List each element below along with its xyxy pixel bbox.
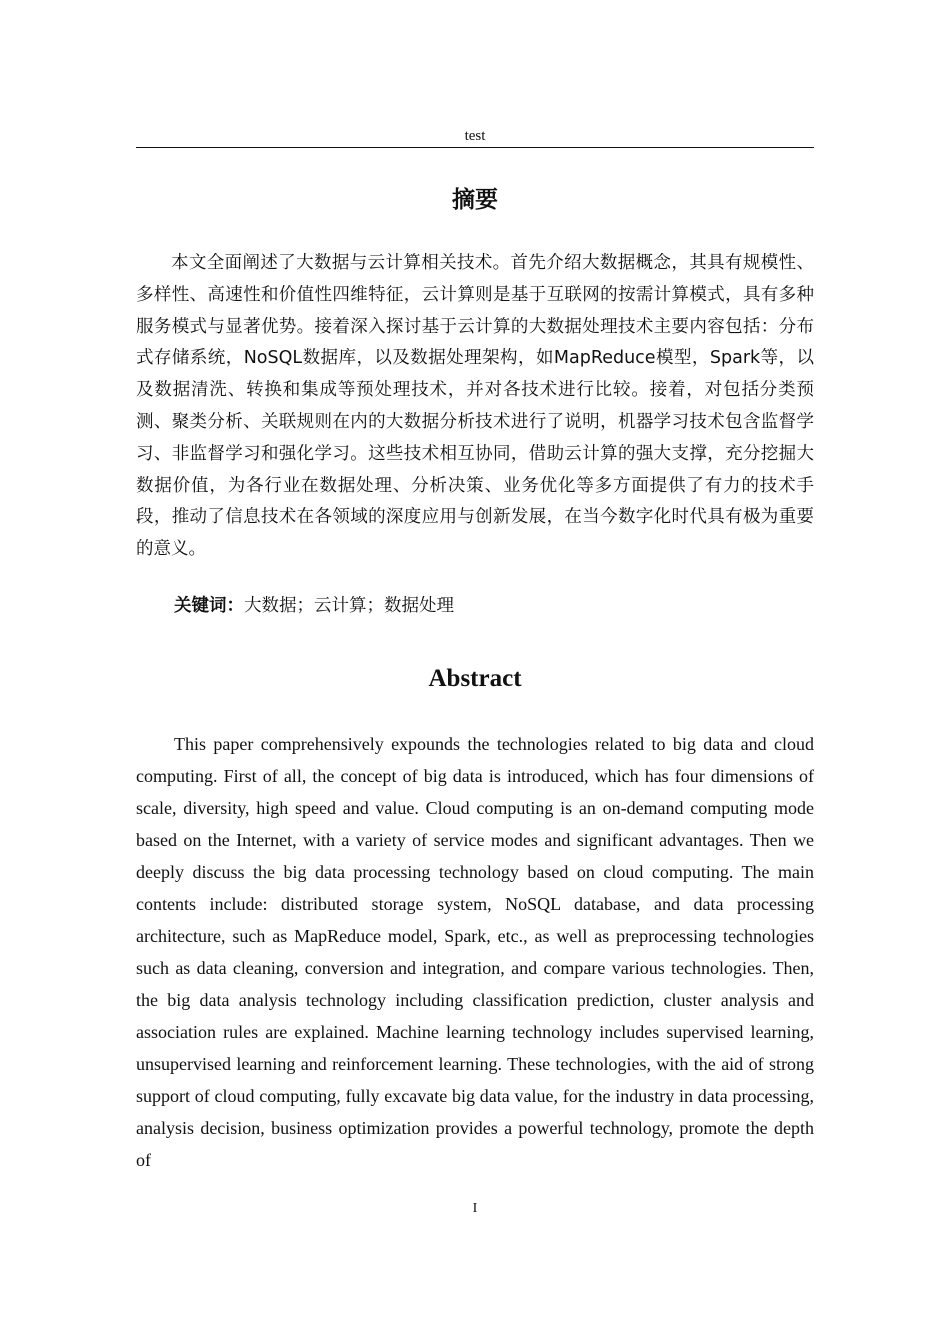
keywords-value: 大数据；云计算；数据处理 <box>244 596 454 616</box>
english-abstract-body: This paper comprehensively expounds the technologies related to big data and cloud computing. First of all, the concept of big data is introduced, which has four dimensions of scale, diversity, high speed and value. Cloud computing is an on-demand computing mode based on the Internet, with a variety of service modes and significant advantages. Then we deeply discuss the big data processing technology based on cloud computing. The main contents include: distributed storage system, NoSQL database, and data processing architecture, such as MapReduce model, Spark, etc., as well as preprocessing technologies such as data cleaning, conversion and integration, and compare various technologies. Then, the big data analysis technology including classification prediction, cluster analysis and association rules are explained. Machine learning technology includes supervised learning, unsupervised learning and reinforcement learning. These technologies, with the aid of strong support of cloud computing, fully excavate big data value, for the industry in data processing, analysis decision, business optimization provides a powerful technology, promote the depth of <box>136 734 814 1170</box>
keywords-label: 关键词： <box>174 596 244 616</box>
page-number: I <box>472 1201 478 1216</box>
chinese-abstract-body: 本文全面阐述了大数据与云计算相关技术。首先介绍大数据概念，其具有规模性、多样性、高速性和价值性四维特征，云计算则是基于互联网的按需计算模式，具有多种服务模式与显著优势。接着深入探讨基于云计算的大数据处理技术主要内容包括：分布式存储系统，NoSQL数据库，以及数据处理架构，如MapReduce模型，Spark等，以及数据清洗、转换和集成等预处理技术，并对各技术进行比较。接着，对包括分类预测、聚类分析、关联规则在内的大数据分析技术进行了说明，机器学习技术包含监督学习、非监督学习和强化学习。这些技术相互协同，借助云计算的强大支撑，充分挖掘大数据价值，为各行业在数据处理、分析决策、业务优化等多方面提供了有力的技术手段，推动了信息技术在各领域的深度应用与创新发展，在当今数字化时代具有极为重要的意义。 <box>136 253 814 560</box>
chinese-abstract-title: 摘要 <box>452 187 498 213</box>
running-header: test <box>464 128 486 144</box>
english-abstract-title: Abstract <box>428 665 522 692</box>
keywords-line <box>174 590 814 622</box>
header-rule <box>136 147 814 148</box>
